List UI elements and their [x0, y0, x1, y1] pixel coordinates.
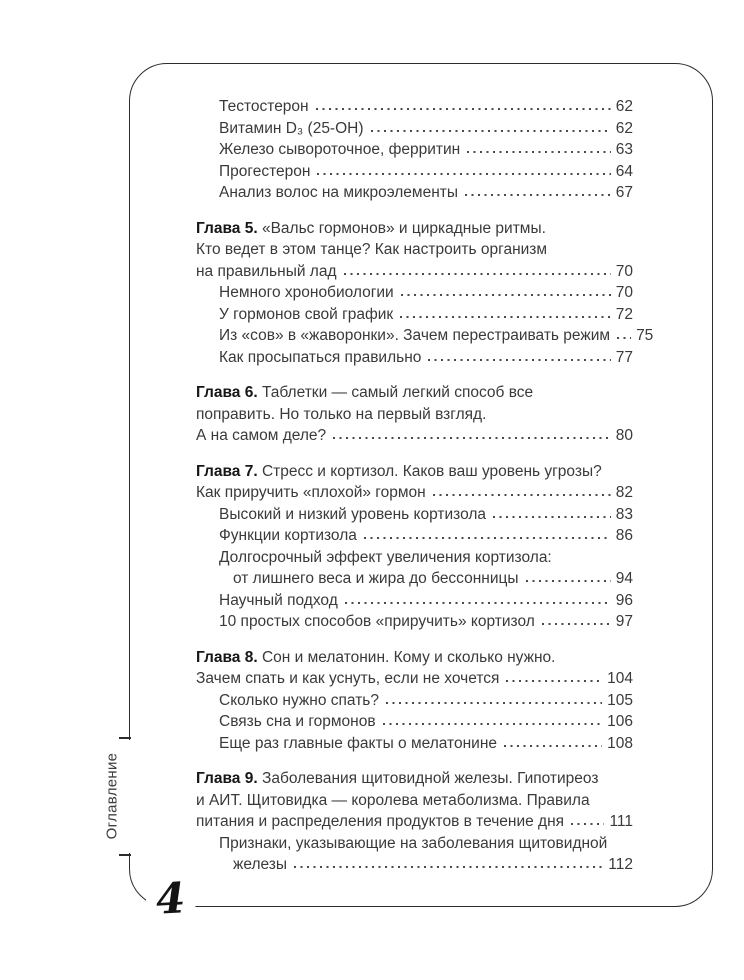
toc-entry-line — [219, 504, 633, 526]
dot-leader — [433, 494, 611, 496]
chapter-label: Глава 5. — [196, 219, 262, 237]
toc-entry-line — [219, 325, 654, 347]
toc-entry-line — [196, 790, 633, 812]
page-ref: 94 — [615, 570, 633, 587]
toc-entry-text: Как просыпаться правильно — [219, 348, 422, 366]
page-ref: 70 — [615, 262, 633, 280]
toc-entry-line — [219, 547, 633, 569]
toc-entry-line — [196, 425, 633, 447]
dot-leader — [428, 359, 610, 361]
toc-chapter-entry — [196, 218, 633, 283]
toc-entry-text: А на самом деле? — [196, 427, 327, 444]
toc-entry-line — [219, 96, 633, 118]
toc-entry-line — [196, 404, 633, 426]
page-ref: 105 — [607, 691, 633, 709]
dot-leader — [400, 316, 611, 318]
toc-entry-line — [219, 525, 633, 547]
page-ref: 111 — [609, 813, 633, 830]
toc-entry-text: Высокий и низкий уровень кортизола — [219, 505, 487, 523]
toc-entry-text: Признаки, указывающие на заболевания щитовидной — [219, 834, 608, 852]
page-ref: 108 — [607, 734, 633, 752]
chapter-label: Глава 7. — [196, 462, 262, 480]
page-ref: 97 — [615, 613, 633, 630]
toc-entry-line — [219, 282, 633, 304]
border-tick-bottom — [119, 854, 131, 856]
toc-list — [196, 96, 654, 876]
dot-leader — [316, 108, 611, 110]
dot-leader — [617, 337, 631, 339]
dot-leader — [526, 580, 611, 582]
toc-entry-text: Глава 9. Заболевания щитовидной железы. Гипотиреоз — [196, 770, 599, 787]
dot-leader — [571, 823, 604, 825]
toc-entry-text: на правильный лад — [196, 262, 337, 280]
toc-entry-line — [196, 239, 633, 261]
toc-entry-line — [219, 118, 633, 140]
toc-entry-line — [196, 768, 633, 790]
dot-leader — [465, 194, 611, 196]
toc-sub-entry — [196, 711, 633, 733]
page-ref: 67 — [615, 184, 633, 201]
toc-entry-line — [219, 690, 633, 712]
page-ref: 62 — [615, 98, 633, 115]
page-ref: 63 — [615, 141, 633, 158]
toc-entry-line — [219, 611, 633, 633]
toc-sub-entry — [196, 325, 654, 347]
dot-leader — [364, 537, 611, 539]
label-gap-mask — [121, 740, 138, 853]
dot-leader — [371, 130, 611, 132]
toc-entry-text: Долгосрочный эффект увеличения кортизола: — [219, 548, 552, 566]
toc-sub-entry — [196, 182, 633, 204]
toc-entry-text: Прогестерон — [219, 162, 311, 180]
toc-entry-text: от лишнего веса и жира до бессонницы — [233, 570, 519, 587]
page-ref: 77 — [615, 348, 633, 366]
toc-entry-line — [219, 304, 633, 326]
toc-entry-text: Тестостерон — [219, 98, 309, 115]
toc-entry-text: поправить. Но только на первый взгляд. — [196, 405, 487, 423]
page-ref: 96 — [615, 591, 633, 609]
toc-entry-line — [219, 590, 633, 612]
toc-entry-line — [219, 711, 633, 733]
toc-sub-entry — [196, 833, 633, 876]
toc-entry-line — [219, 733, 633, 755]
page-ref: 80 — [615, 427, 633, 444]
toc-entry-text: 10 простых способов «приручить» кортизол — [219, 613, 535, 630]
toc-entry-text: У гормонов свой график — [219, 305, 394, 323]
toc-sub-entry — [196, 611, 633, 633]
page-ref: 86 — [615, 527, 633, 544]
toc-entry-text: Глава 7. Стресс и кортизол. Каков ваш уровень угрозы? — [196, 462, 602, 480]
toc-sub-entry — [196, 96, 633, 118]
toc-entry-text: и АИТ. Щитовидка — королева метаболизма. Правила — [196, 791, 590, 809]
toc-sub-entry — [196, 590, 633, 612]
dot-leader — [345, 602, 611, 604]
toc-entry-line — [219, 347, 633, 369]
page-ref: 106 — [607, 713, 633, 730]
toc-entry-text: железы — [233, 856, 288, 873]
toc-sub-entry — [196, 161, 633, 183]
page-ref: 72 — [615, 305, 633, 323]
toc-entry-text: Железо сывороточное, ферритин — [219, 141, 461, 158]
toc-chapter-entry — [196, 382, 633, 447]
toc-entry-text: Зачем спать и как уснуть, если не хочется — [196, 670, 500, 687]
toc-entry-text: Как приручить «плохой» гормон — [196, 484, 426, 501]
toc-entry-line — [196, 461, 633, 483]
toc-entry-line — [219, 833, 633, 855]
toc-entry-line — [219, 568, 633, 590]
toc-entry-line — [219, 182, 633, 204]
toc-entry-text: Из «сов» в «жаворонки». Зачем перестраивать режим — [219, 327, 611, 344]
border-tick-top — [119, 737, 131, 739]
toc-sub-entry — [196, 347, 633, 369]
page-ref: 64 — [615, 162, 633, 180]
chapter-label: Глава 9. — [196, 770, 262, 787]
toc-entry-text: Анализ волос на микроэлементы — [219, 184, 459, 201]
dot-leader — [493, 516, 611, 518]
dot-leader — [467, 151, 611, 153]
page-ref: 112 — [608, 856, 633, 873]
toc-entry-line — [196, 218, 633, 240]
toc-entry-text: Глава 6. Таблетки — самый легкий способ все — [196, 384, 534, 401]
dot-leader — [294, 866, 603, 868]
toc-entry-line — [196, 261, 633, 283]
toc-entry-line — [219, 854, 633, 876]
toc-chapter-entry — [196, 647, 633, 690]
toc-entry-line — [219, 139, 633, 161]
toc-entry-line — [196, 811, 633, 833]
page-ref: 75 — [636, 327, 654, 344]
toc-sub-entry — [196, 304, 633, 326]
dot-leader — [401, 294, 611, 296]
toc-sub-entry — [196, 282, 633, 304]
sidebar-section-label: Оглавление — [103, 752, 121, 840]
toc-sub-entry — [196, 690, 633, 712]
dot-leader — [386, 702, 602, 704]
toc-entry-text: Функции кортизола — [219, 527, 357, 544]
toc-entry-text: Немного хронобиологии — [219, 284, 394, 301]
toc-sub-entry — [196, 733, 633, 755]
dot-leader — [344, 273, 611, 275]
dot-leader — [506, 680, 602, 682]
toc-entry-text: Связь сна и гормонов — [219, 713, 376, 730]
toc-sub-entry — [196, 504, 633, 526]
toc-sub-entry — [196, 118, 633, 140]
page-ref: 70 — [615, 284, 633, 301]
dot-leader — [333, 437, 611, 439]
page-ref: 83 — [615, 505, 633, 523]
toc-entry-line — [196, 382, 633, 404]
toc-sub-entry — [196, 139, 633, 161]
toc-entry-text: Кто ведет в этом танце? Как настроить организм — [196, 241, 548, 258]
toc-sub-entry — [196, 525, 633, 547]
dot-leader — [504, 745, 602, 747]
chapter-label: Глава 8. — [196, 648, 262, 666]
toc-chapter-entry — [196, 768, 633, 833]
page-ref: 104 — [607, 670, 633, 687]
toc-entry-text: Сколько нужно спать? — [219, 691, 379, 709]
dot-leader — [542, 623, 611, 625]
dot-leader — [383, 723, 603, 725]
page-ref: 82 — [615, 484, 633, 501]
toc-chapter-entry — [196, 461, 633, 504]
chapter-label: Глава 6. — [196, 384, 262, 401]
toc-entry-line — [196, 482, 633, 504]
page-ref: 62 — [615, 119, 633, 137]
toc-entry-line — [196, 668, 633, 690]
toc-entry-line — [196, 647, 633, 669]
toc-entry-text: Глава 8. Сон и мелатонин. Кому и сколько нужно. — [196, 648, 556, 666]
dot-leader — [317, 173, 610, 175]
toc-entry-text: Еще раз главные факты о мелатонине — [219, 734, 497, 752]
toc-entry-text: питания и распределения продуктов в течение дня — [196, 813, 565, 830]
toc-entry-line — [219, 161, 633, 183]
page-number: 4 — [145, 875, 197, 924]
toc-entry-text: Витамин D₃ (25-OH) — [219, 119, 364, 137]
toc-sub-entry — [196, 547, 633, 590]
toc-entry-text: Научный подход — [219, 591, 338, 609]
toc-entry-text: Глава 5. «Вальс гормонов» и циркадные ритмы. — [196, 219, 546, 237]
